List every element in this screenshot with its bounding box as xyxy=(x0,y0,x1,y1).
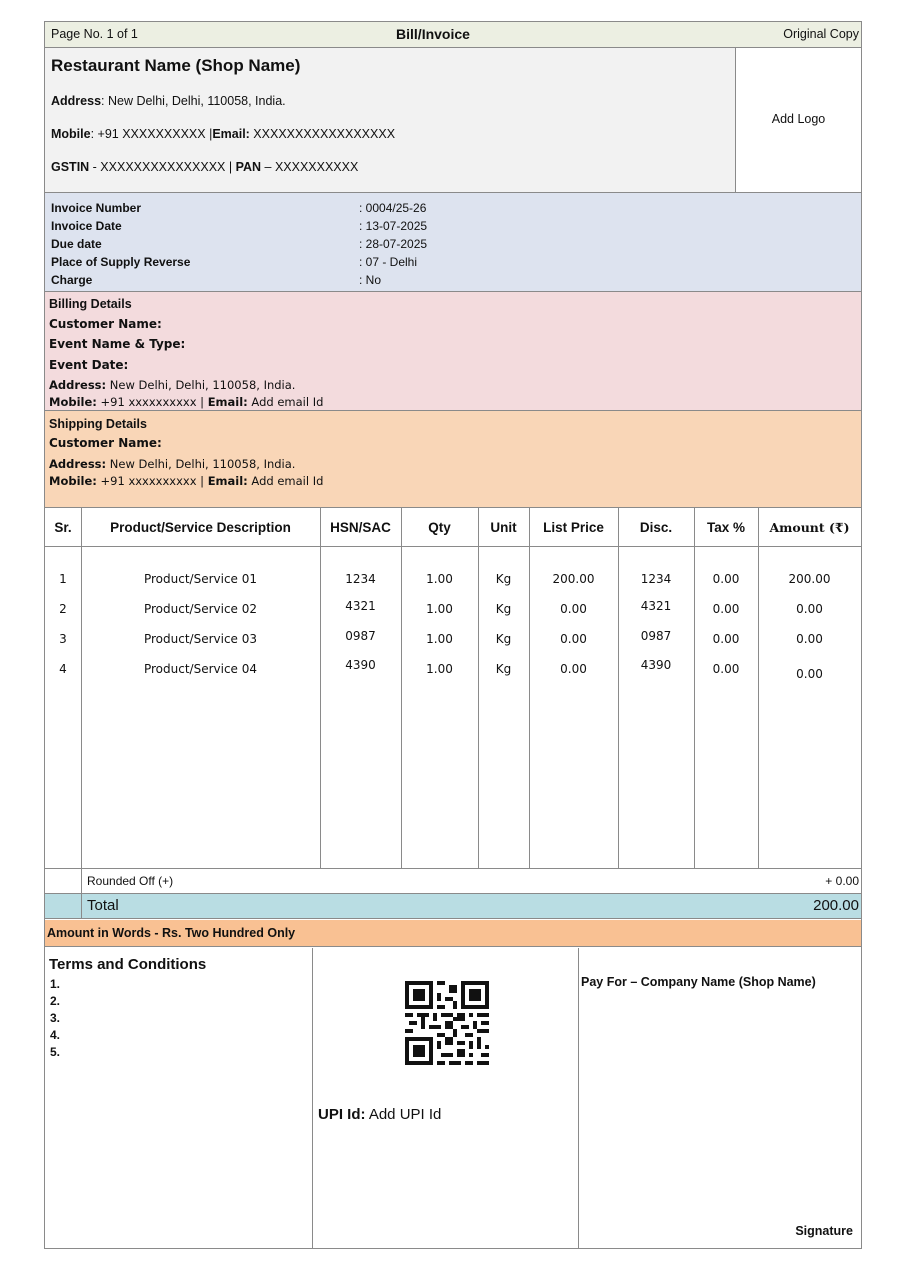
cell-sr: 4 xyxy=(59,662,67,676)
shop-name: Restaurant Name (Shop Name) xyxy=(51,56,301,75)
terms-and-conditions xyxy=(45,948,313,1248)
column-divider xyxy=(529,508,530,868)
cell-list-price: 0.00 xyxy=(560,602,587,616)
billing-event-date: Event Date: xyxy=(49,358,129,372)
amount-in-words-text: Amount in Words - Rs. Two Hundred Only xyxy=(47,926,296,940)
cell-list-price: 200.00 xyxy=(552,572,595,586)
cell-amount: 0.00 xyxy=(796,667,823,681)
shipping-address: Address: New Delhi, Delhi, 110058, India. xyxy=(49,457,296,471)
cell-amount: 200.00 xyxy=(788,572,831,586)
col-header-description: Product/Service Description xyxy=(110,519,291,535)
shipping-customer-name: Customer Name: xyxy=(49,436,162,450)
cell-qty: 1.00 xyxy=(426,632,453,646)
col-header-qty: Qty xyxy=(428,519,451,535)
total-label: Total xyxy=(87,897,119,914)
column-divider xyxy=(618,508,619,868)
col-header-tax: Tax % xyxy=(706,519,745,535)
invoice-info: Invoice Number : 0004/25-26 Invoice Date : 13-07-2025 Due date : 28-07-2025 Place of Supply Reverse : 07 - Delhi Charge : No xyxy=(45,193,861,292)
cell-qty: 1.00 xyxy=(426,602,453,616)
invoice-title: Bill/Invoice xyxy=(396,26,470,42)
cell-tax: 0.00 xyxy=(712,602,740,616)
items-table xyxy=(45,508,861,868)
cell-list-price: 0.00 xyxy=(560,662,587,676)
amount-in-words xyxy=(45,920,861,947)
terms-list xyxy=(50,976,60,1061)
rounded-off-value: + 0.00 xyxy=(825,874,859,888)
cell-description: Product/Service 04 xyxy=(143,662,258,676)
payment-section xyxy=(579,948,861,1248)
terms-item: 4. xyxy=(50,1028,61,1042)
header-divider xyxy=(45,546,861,547)
cell-unit: Kg xyxy=(495,632,512,646)
col-header-disc: Disc. xyxy=(639,519,673,535)
cell-description: Product/Service 01 xyxy=(143,572,258,586)
billing-details xyxy=(45,292,861,411)
column-divider xyxy=(478,508,479,868)
cell-sr: 2 xyxy=(59,602,67,616)
rounded-off-label: Rounded Off (+) xyxy=(87,874,174,888)
cell-qty: 1.00 xyxy=(426,662,453,676)
cell-disc: 1234 xyxy=(640,572,672,586)
column-divider xyxy=(694,508,695,868)
cell-hsn: 1234 xyxy=(345,572,376,586)
cell-unit: Kg xyxy=(495,572,512,586)
cell-disc: 4321 xyxy=(640,599,672,613)
col-header-unit: Unit xyxy=(490,519,517,535)
terms-item: 3. xyxy=(50,1011,61,1025)
cell-sr: 1 xyxy=(59,572,67,586)
invoice-sheet xyxy=(44,21,862,1249)
rounded-off-row xyxy=(45,868,861,894)
cell-tax: 0.00 xyxy=(712,572,740,586)
shop-details xyxy=(45,48,735,193)
cell-disc: 4390 xyxy=(640,658,672,672)
col-header-list-price: List Price xyxy=(543,519,604,535)
total-row xyxy=(45,894,861,919)
shipping-heading: Shipping Details xyxy=(49,417,147,431)
shipping-details xyxy=(45,411,861,508)
cell-amount: 0.00 xyxy=(796,602,823,616)
billing-contact: Mobile: +91 xxxxxxxxxx | Email: Add email Id xyxy=(49,395,324,409)
cell-disc: 0987 xyxy=(640,629,672,643)
upi-id: UPI Id: Add UPI Id xyxy=(318,1106,442,1123)
row-divider xyxy=(81,894,82,918)
upi-section xyxy=(313,948,579,1248)
cell-hsn: 4321 xyxy=(345,599,376,613)
qr-code-icon xyxy=(405,981,489,1065)
column-divider xyxy=(758,508,759,868)
terms-heading: Terms and Conditions xyxy=(49,956,207,973)
cell-sr: 3 xyxy=(59,632,67,646)
cell-unit: Kg xyxy=(495,602,512,616)
terms-item: 5. xyxy=(50,1045,61,1059)
copy-type: Original Copy xyxy=(783,27,859,41)
signature-label: Signature xyxy=(795,1224,853,1238)
cell-description: Product/Service 02 xyxy=(143,602,258,616)
cell-list-price: 0.00 xyxy=(560,632,587,646)
cell-qty: 1.00 xyxy=(426,572,453,586)
column-divider xyxy=(320,508,321,868)
row-divider xyxy=(81,869,82,893)
billing-address: Address: New Delhi, Delhi, 110058, India. xyxy=(49,378,296,392)
billing-customer-name: Customer Name: xyxy=(49,317,162,331)
terms-item: 2. xyxy=(50,994,61,1008)
cell-hsn: 0987 xyxy=(345,629,376,643)
column-divider xyxy=(401,508,402,868)
logo-placeholder[interactable] xyxy=(735,48,861,193)
shipping-contact: Mobile: +91 xxxxxxxxxx | Email: Add email Id xyxy=(49,474,324,488)
cell-tax: 0.00 xyxy=(712,632,740,646)
shop-tax-ids: GSTIN - XXXXXXXXXXXXXXX | PAN – XXXXXXXXXX xyxy=(51,160,359,174)
page-number: Page No. 1 of 1 xyxy=(51,27,138,41)
cell-amount: 0.00 xyxy=(796,632,823,646)
col-header-sr: Sr. xyxy=(54,519,72,535)
invoice-footer xyxy=(45,948,861,1248)
col-header-hsn: HSN/SAC xyxy=(330,519,391,535)
cell-tax: 0.00 xyxy=(712,662,740,676)
shop-contact: Mobile: +91 XXXXXXXXXX |Email: XXXXXXXXXXXXXXXXX xyxy=(51,127,396,141)
terms-item: 1. xyxy=(50,977,61,991)
shop-address: Address: New Delhi, Delhi, 110058, India. xyxy=(51,94,286,108)
cell-hsn: 4390 xyxy=(345,658,376,672)
invoice-top-bar xyxy=(45,22,861,48)
billing-heading: Billing Details xyxy=(49,297,132,311)
column-divider xyxy=(81,508,82,868)
logo-text: Add Logo xyxy=(771,112,826,126)
pay-for: Pay For – Company Name (Shop Name) xyxy=(581,975,816,989)
cell-description: Product/Service 03 xyxy=(143,632,258,646)
col-header-amount: Amount (₹) xyxy=(769,519,850,535)
total-value: 200.00 xyxy=(813,897,859,914)
cell-unit: Kg xyxy=(495,662,512,676)
billing-event-name: Event Name & Type: xyxy=(49,337,186,351)
